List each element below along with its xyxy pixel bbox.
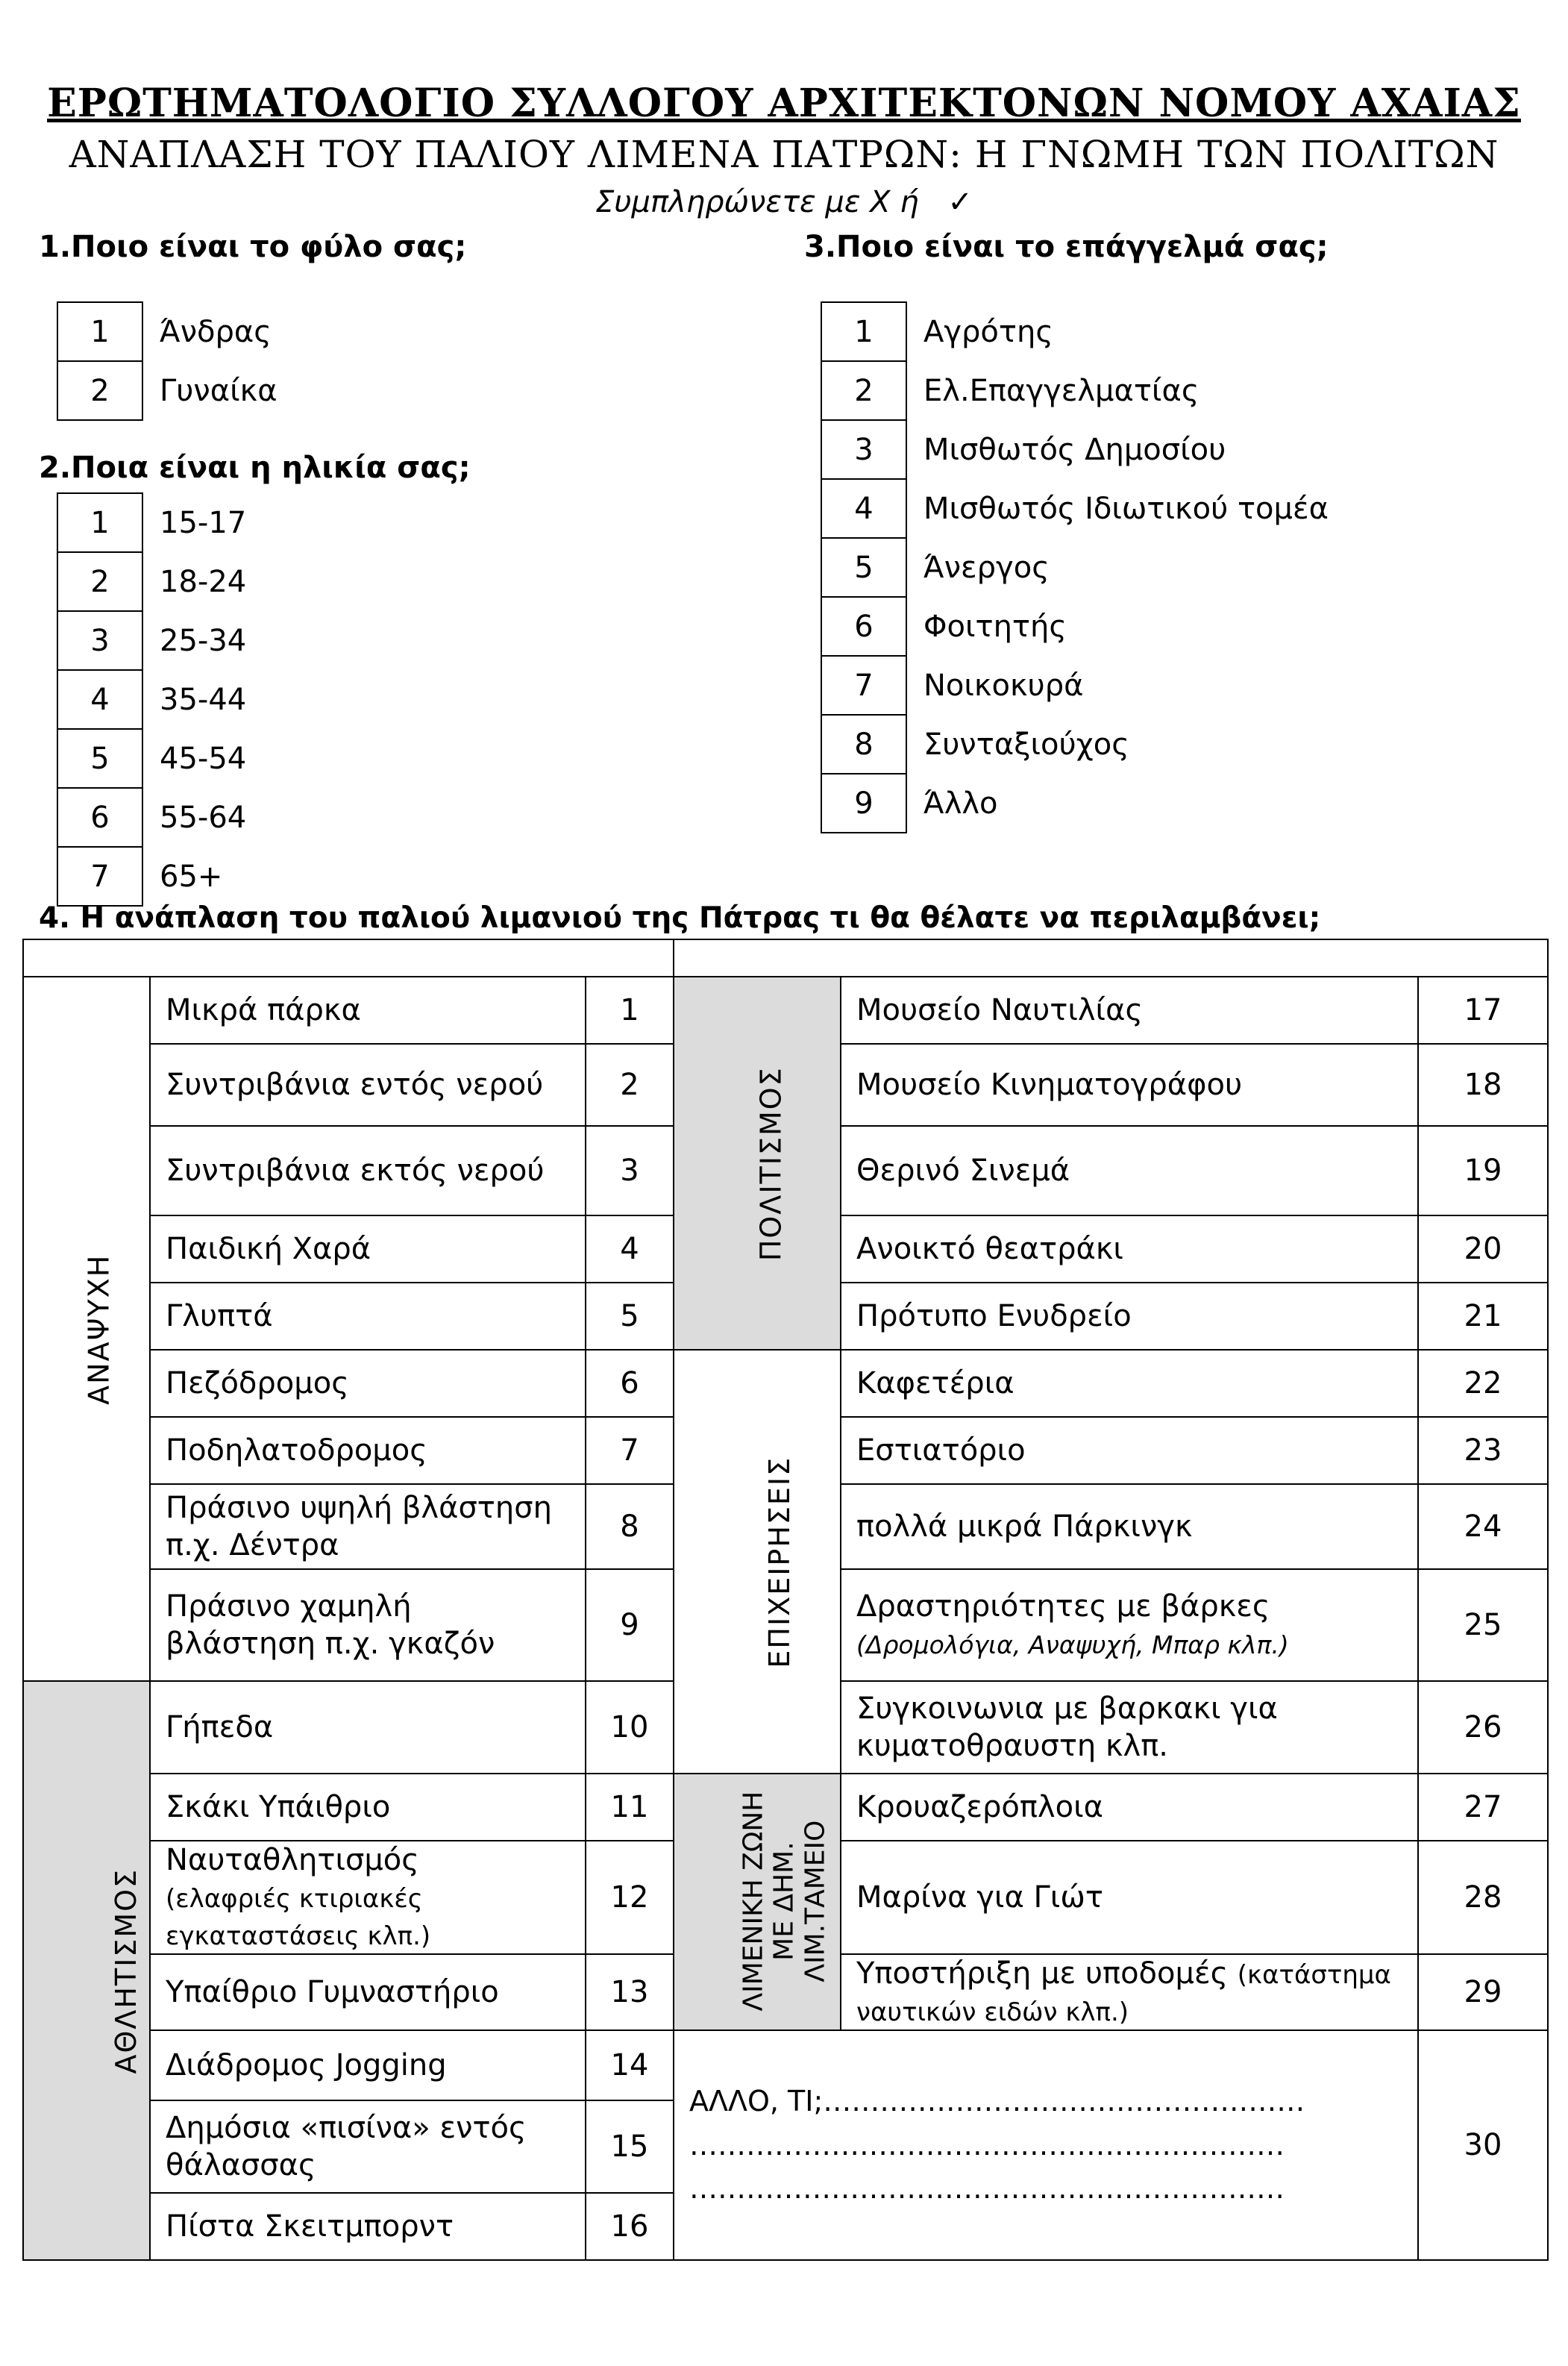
option-label: 55-64 [160,800,247,835]
option-number[interactable]: 1 [57,302,142,361]
item-number[interactable]: 20 [1418,1215,1548,1283]
table-row[interactable] [23,2030,1548,2100]
option-row[interactable] [57,302,277,361]
q3-question: 3.Ποιο είναι το επάγγελμά σας; [804,230,1329,264]
item-number[interactable]: 27 [1418,1774,1548,1841]
option-row[interactable] [821,420,1329,479]
category-label: ΕΠΙΧΕΙΡΗΣΕΙΣ [763,1456,797,1668]
item-label: Σκάκι Υπάιθριο [150,1774,586,1841]
option-label: 45-54 [160,741,247,776]
option-number[interactable]: 3 [821,420,906,479]
item-number[interactable]: 8 [586,1484,674,1569]
option-number[interactable]: 8 [821,715,906,774]
category-anapsychi [23,977,150,1681]
grid-header-left [23,939,674,977]
item-label: Πεζόδρομος [150,1350,586,1417]
option-number[interactable]: 2 [57,361,142,420]
table-row[interactable] [23,1350,1548,1417]
item-number[interactable]: 16 [586,2193,674,2260]
item-number[interactable]: 10 [586,1681,674,1774]
item-label: Υπαίθριο Γυμναστήριο [150,1954,586,2030]
item-label: Διάδρομος Jogging [150,2030,586,2100]
option-number[interactable]: 7 [821,656,906,715]
option-number[interactable]: 5 [821,538,906,597]
item-number[interactable]: 25 [1418,1569,1548,1681]
category-epicheiriseis [674,1350,841,1774]
item-number[interactable]: 6 [586,1350,674,1417]
q2-options [57,492,248,907]
instruction-text: Συμπληρώνετε με Χ ή [595,185,919,219]
option-label: 18-24 [160,564,247,599]
option-label: Γυναίκα [160,373,277,408]
q1-options [57,301,278,421]
item-label: Μουσείο Κινηματογράφου [841,1044,1418,1126]
grid-header-right [674,939,1548,977]
option-number[interactable]: 2 [57,552,142,611]
option-label: Νοικοκυρά [923,668,1084,703]
option-label: Άνδρας [160,314,272,349]
option-label: Μισθωτός Δημοσίου [923,432,1226,467]
option-row[interactable] [821,479,1329,538]
option-row[interactable] [821,538,1329,597]
form-subtitle: ΑΝΑΠΛΑΣΗ ΤΟΥ ΠΑΛΙΟΥ ΛΙΜΕΝΑ ΠΑΤΡΩΝ: Η ΓΝΩΜΗ ΤΩΝ ΠΟΛΙΤΩΝ [69,133,1499,176]
option-number[interactable]: 4 [821,479,906,538]
item-label: Υποστήριξη με υποδομές (κατάστημα ναυτικών ειδών κλπ.) [841,1954,1418,2030]
option-row[interactable] [821,597,1329,656]
option-label: 65+ [160,859,223,894]
item-number[interactable]: 13 [586,1954,674,2030]
item-label: Γήπεδα [150,1681,586,1774]
item-number[interactable]: 3 [586,1126,674,1215]
option-label: Μισθωτός Ιδιωτικού τομέα [923,491,1329,526]
option-row[interactable] [57,493,247,552]
option-row[interactable] [821,774,1329,833]
form-title: ΕΡΩΤΗΜΑΤΟΛΟΓΙΟ ΣΥΛΛΟΓΟΥ ΑΡΧΙΤΕΚΤΟΝΩΝ ΝΟΜΟΥ ΑΧΑΙΑΣ [47,81,1521,126]
item-label: Ανοικτό θεατράκι [841,1215,1418,1283]
q2-question: 2.Ποια είναι η ηλικία σας; [39,451,471,485]
other-line-1: ΑΛΛΟ, ΤΙ;…………………………………………… [689,2084,1305,2118]
item-number[interactable]: 15 [586,2100,674,2193]
q3-options [821,301,1330,833]
item-number[interactable]: 1 [586,977,674,1044]
item-number[interactable]: 11 [586,1774,674,1841]
option-label: Συνταξιούχος [923,727,1129,762]
option-row[interactable] [821,361,1329,420]
item-number[interactable]: 22 [1418,1350,1548,1417]
item-label: Συντριβάνια εκτός νερού [150,1126,586,1215]
option-number[interactable]: 6 [57,788,142,847]
item-number[interactable]: 17 [1418,977,1548,1044]
item-label: Πρότυπο Ενυδρείο [841,1283,1418,1350]
item-number[interactable]: 30 [1418,2030,1548,2260]
item-number[interactable]: 2 [586,1044,674,1126]
item-number[interactable]: 14 [586,2030,674,2100]
item-label: Γλυπτά [150,1283,586,1350]
other-line-2: ……………………………………………………… [689,2128,1285,2162]
item-number[interactable]: 19 [1418,1126,1548,1215]
category-label: ΠΟΛΙΤΙΣΜΟΣ [754,1066,788,1262]
option-row[interactable] [57,788,247,847]
option-number[interactable]: 9 [821,774,906,833]
item-label: Πράσινο χαμηλή βλάστηση π.χ. γκαζόν [150,1569,586,1681]
item-number[interactable]: 12 [586,1841,674,1954]
item-label: Δημόσια «πισίνα» εντός θάλασσας [150,2100,586,2193]
item-number[interactable]: 4 [586,1215,674,1283]
option-label: Αγρότης [923,314,1053,349]
category-label: ΑΘΛΗΤΙΣΜΟΣ [110,1868,143,2074]
other-line-3: ……………………………………………………… [689,2172,1285,2206]
option-row[interactable] [57,729,247,788]
item-number[interactable]: 9 [586,1569,674,1681]
option-row[interactable] [57,361,277,420]
item-number[interactable]: 18 [1418,1044,1548,1126]
table-row[interactable] [23,1774,1548,1841]
item-label: Εστιατόριο [841,1417,1418,1484]
table-row[interactable] [23,977,1548,1044]
option-label: Ελ.Επαγγελματίας [923,373,1199,408]
check-mark-icon: ✓ [947,185,973,219]
option-label: 35-44 [160,682,247,717]
item-label: Πράσινο υψηλή βλάστηση π.χ. Δέντρα [150,1484,586,1569]
item-label: πολλά μικρά Πάρκινγκ [841,1484,1418,1569]
item-label: Συντριβάνια εντός νερού [150,1044,586,1126]
option-label: Φοιτητής [923,609,1067,644]
item-label: Θερινό Σινεμά [841,1126,1418,1215]
item-label: Συγκοινωνια με βαρκακι για κυματοθραυστη κλπ. [841,1681,1418,1774]
item-label: Μικρά πάρκα [150,977,586,1044]
option-label: 15-17 [160,505,247,540]
option-label: Άλλο [923,786,998,821]
option-label: Άνεργος [923,550,1050,585]
item-number[interactable]: 23 [1418,1417,1548,1484]
option-label: 25-34 [160,623,247,658]
option-row[interactable] [57,552,247,611]
grid-header-row [23,939,1548,977]
item-label: Παιδική Χαρά [150,1215,586,1283]
q1-question: 1.Ποιο είναι το φύλο σας; [39,230,467,264]
item-number[interactable]: 24 [1418,1484,1548,1569]
category-politismos [674,977,841,1350]
category-limeniki-zoni [674,1774,841,2030]
option-number[interactable]: 2 [821,361,906,420]
option-number[interactable]: 1 [821,302,906,361]
option-row[interactable] [57,611,247,670]
item-label: Μουσείο Ναυτιλίας [841,977,1418,1044]
option-row[interactable] [821,656,1329,715]
category-label: ΛΙΜΕΝΙΚΗ ΖΩΝΗ ΜΕ ΔΗΜ. ΛΙΜ.ΤΑΜΕΙΟ [738,1791,831,2012]
q4-question: 4. Η ανάπλαση του παλιού λιμανιού της Πάτρας τι θα θέλατε να περιλαμβάνει; [39,901,1321,935]
other-answer-field[interactable] [674,2030,1418,2260]
instruction [0,185,1568,219]
option-row[interactable] [821,302,1329,361]
item-number[interactable]: 7 [586,1417,674,1484]
category-athlitismos [23,1681,150,2260]
item-label: Ποδηλατοδρομος [150,1417,586,1484]
item-label: Κρουαζερόπλοια [841,1774,1418,1841]
option-number[interactable]: 4 [57,670,142,729]
item-label: Πίστα Σκειτμπορντ [150,2193,586,2260]
option-number[interactable]: 3 [57,611,142,670]
item-number[interactable]: 28 [1418,1841,1548,1954]
option-number[interactable]: 5 [57,729,142,788]
item-number[interactable]: 26 [1418,1681,1548,1774]
item-label: Ναυταθλητισμός (ελαφριές κτιριακές εγκαταστάσεις κλπ.) [150,1841,586,1954]
item-label: Μαρίνα για Γιώτ [841,1841,1418,1954]
option-number[interactable]: 7 [57,847,142,906]
item-label: Δραστηριότητες με βάρκες (Δρομολόγια, Αναψυχή, Μπαρ κλπ.) [841,1569,1418,1681]
option-row[interactable] [821,715,1329,774]
q4-grid [22,939,1549,2261]
option-row[interactable] [57,847,247,906]
option-number[interactable]: 1 [57,493,142,552]
item-number[interactable]: 21 [1418,1283,1548,1350]
item-number[interactable]: 5 [586,1283,674,1350]
category-label: ΑΝΑΨΥΧΗ [82,1254,116,1405]
option-row[interactable] [57,670,247,729]
option-number[interactable]: 6 [821,597,906,656]
item-number[interactable]: 29 [1418,1954,1548,2030]
item-label: Καφετέρια [841,1350,1418,1417]
